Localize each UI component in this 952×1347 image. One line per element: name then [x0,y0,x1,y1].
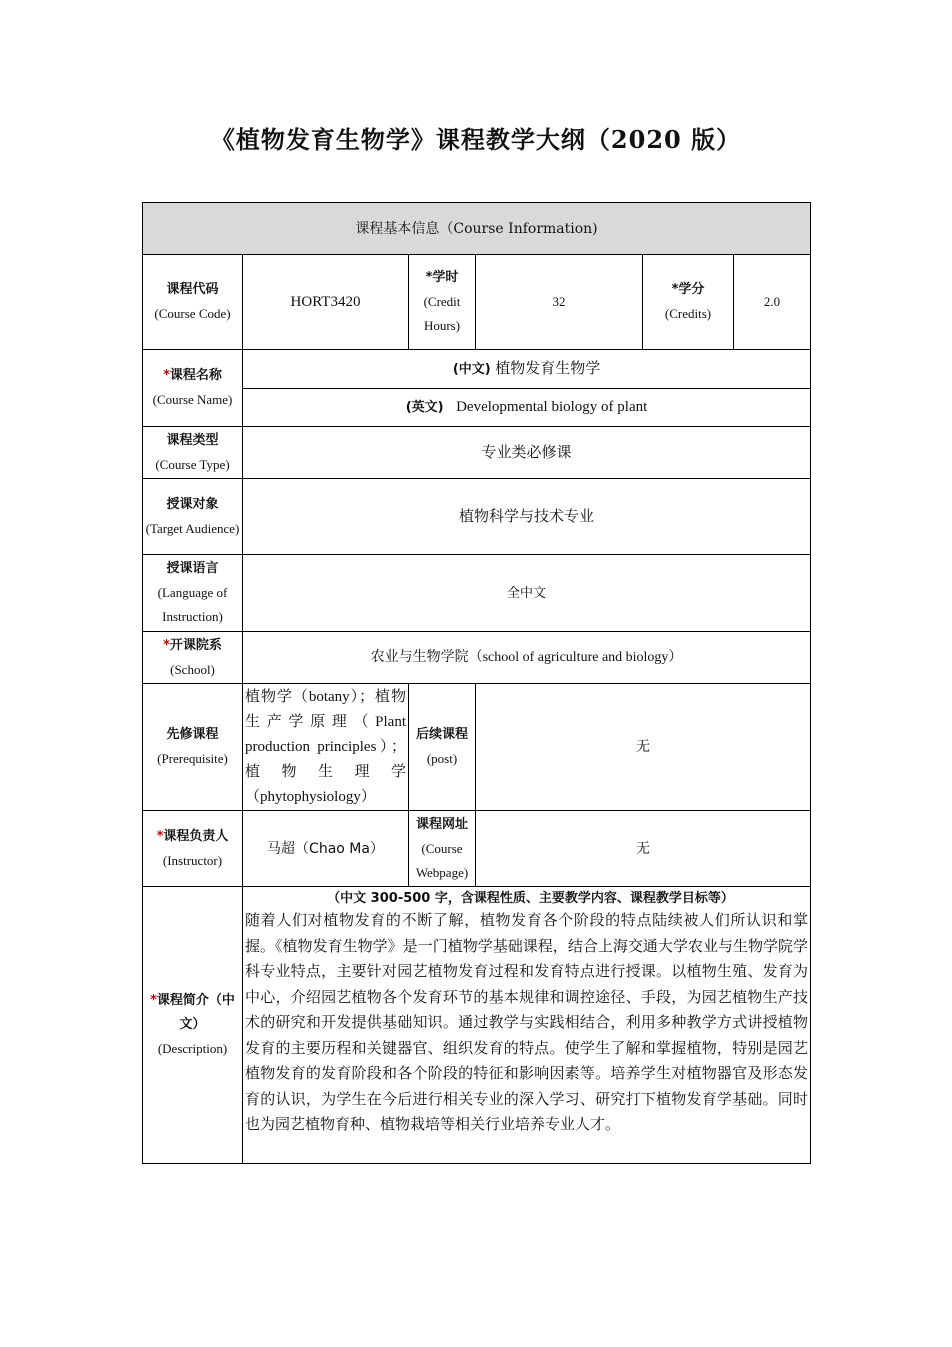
course-type-label: 课程类型 [166,432,219,448]
credits-label [645,278,731,302]
instructor-label-text: 课程负责人 [163,828,229,844]
audience-label-en: (Target Audience) [145,520,240,536]
required-mark: * [156,828,164,844]
school-label-en: (School) [170,661,215,677]
language-label-cell [143,555,243,632]
webpage-label-cell [409,811,476,887]
credits-label-cell [643,255,734,350]
course-type-label-en: (Course Type) [155,456,230,472]
prerequisite-value: 植物学（botany）；植物生产学原理（Plant production principles）；植物生理学（phytophysiology） [245,688,406,805]
webpage-label: 课程网址 [415,816,468,832]
credit-hours-value: 32 [476,255,643,350]
post-label-cell [409,684,476,811]
course-code-label: 课程代码 [166,282,219,297]
school-label [145,634,240,658]
language-label: 授课语言 [166,561,219,576]
course-name-en [243,389,811,427]
credits-label-text: 学分 [678,282,705,297]
required-mark: * [163,368,170,383]
description-label-en: (Description) [157,1041,228,1056]
course-code-value: HORT3420 [243,255,409,350]
language-label-en: (Language of Instruction) [157,585,228,624]
audience-label: 授课对象 [166,496,219,512]
course-code-label-en: (Course Code) [154,306,231,321]
credit-hours-label-en: (Credit Hours) [423,294,461,333]
course-info-table [142,202,811,1164]
school-value: 农业与生物学院（school of agriculture and biology） [243,632,811,684]
audience-label-cell [143,479,243,555]
post-value: 无 [476,684,811,811]
description-label-cell [143,887,243,1164]
description-label-text: 课程简介（中文） [156,993,235,1032]
webpage-label-en: (Course Webpage) [415,840,469,880]
school-label-cell [143,632,243,684]
credit-hours-label-cell [409,255,476,350]
webpage-value: 无 [476,811,811,887]
required-mark: * [163,637,170,653]
description-value-cell [243,887,811,1164]
required-mark: * [671,282,679,297]
course-name-label-en: (Course Name) [152,392,233,407]
prerequisite-label-en: (Prerequisite) [157,751,228,766]
audience-value: 植物科学与技术专业 [243,479,811,555]
post-label-en: (post) [426,751,458,766]
credit-hours-label [411,266,473,290]
course-name-label-text: 课程名称 [169,368,222,383]
instructor-label-en: (Instructor) [162,852,223,868]
prerequisite-label: 先修课程 [166,727,219,742]
course-code-label-cell [143,255,243,350]
description-label [145,989,240,1037]
instructor-value: 马超（Chao Ma） [243,811,409,887]
credits-value: 2.0 [734,255,811,350]
instructor-label [145,825,240,849]
required-mark: * [150,993,157,1008]
course-name-cn [243,350,811,389]
school-label-text: 开课院系 [169,637,222,653]
table-header: 课程基本信息（Course Information) [143,203,811,255]
credits-label-en: (Credits) [664,306,712,321]
required-mark: * [425,270,433,285]
course-name-label [145,364,240,388]
course-type-label-cell [143,427,243,479]
credit-hours-label-text: 学时 [432,270,459,285]
instructor-label-cell [143,811,243,887]
page-title: 《植物发育生物学》课程教学大纲（2020 版） [210,125,742,154]
course-name-label-cell [143,350,243,427]
course-name-cn-prefix: (中文) [452,361,491,377]
prerequisite-value-cell [243,684,409,811]
course-name-en-value: Developmental biology of plant [456,399,648,415]
course-name-cn-value: 植物发育生物学 [495,360,601,377]
course-name-en-prefix: (英文) [405,400,444,415]
post-label: 后续课程 [415,727,468,742]
description-note: （中文 300-500 字，含课程性质、主要教学内容、课程教学目标等） [327,891,734,906]
language-value: 全中文 [243,555,811,632]
prerequisite-label-cell [143,684,243,811]
course-type-value: 专业类必修课 [243,427,811,479]
description-body: 随着人们对植物发育的不断了解，植物发育各个阶段的特点陆续被人们所认识和掌握。《植物发育生物学》是一门植物学基础课程，结合上海交通大学农业与生物学院学科专业特点，主要针对园艺植物发育过程和发育特点进行授课。以植物生殖、发育为中心，介绍园艺植物各个发育环节的基本规律和调控途径、手段，为园艺植物生产技术的研究和开发提供基础知识。通过教学与实践相结合，利用多种教学方式讲授植物发育的主要历程和关键器官、组织发育的特点。使学生了解和掌握植物，特别是园艺植物发育的发育阶段和各个阶段的特征和影响因素等。培养学生对植物器官及形态发育的认识，为学生在今后进行相关专业的深入学习、研究打下植物发育学基础。同时也为园艺植物育种、植物栽培等相关行业培养专业人才。 [245,913,809,1133]
